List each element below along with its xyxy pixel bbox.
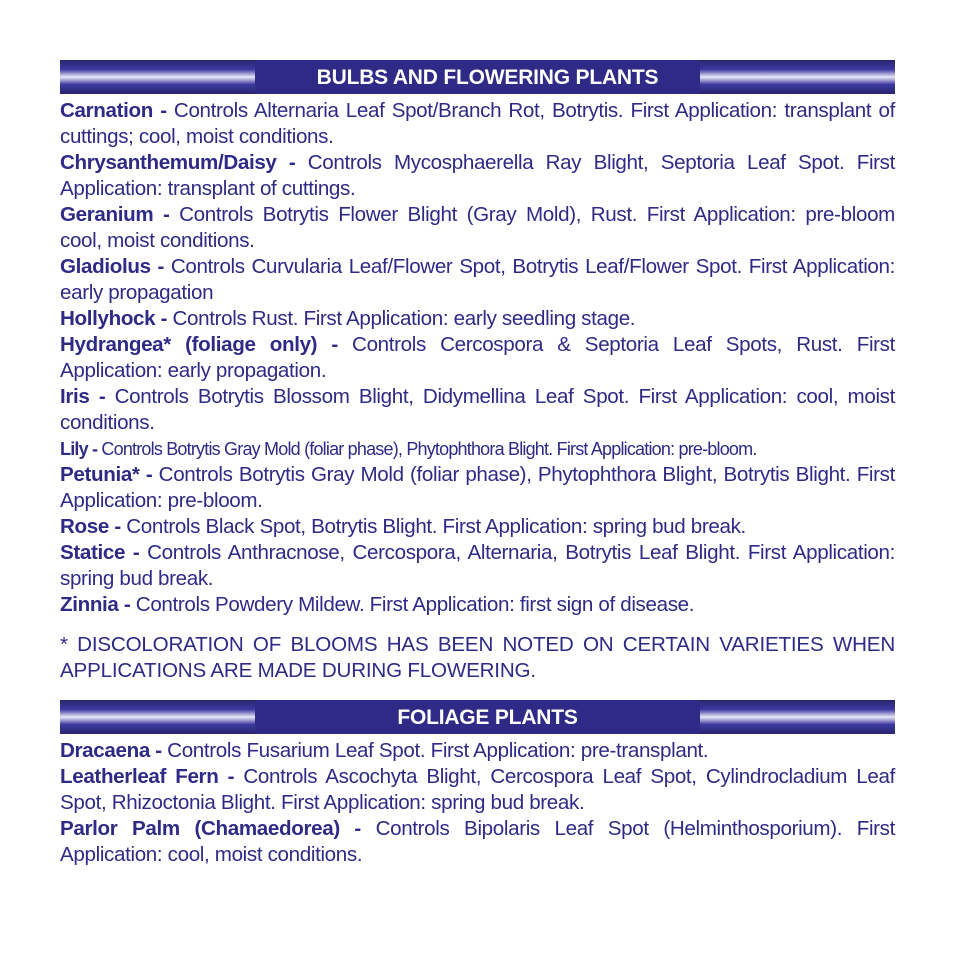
plant-entry-zinnia <box>60 592 895 618</box>
banner-gradient-bar-left <box>60 60 255 94</box>
plant-description: Controls Powdery Mildew. First Application: first sign of disease. <box>130 593 695 616</box>
plant-description: Controls Ascochyta Blight, Cercospora Leaf Spot, Cylindrocladium Leaf Spot, Rhizoctonia Blight. First Application: spring bud break. <box>60 765 895 814</box>
plant-name: Lily - <box>60 439 98 459</box>
plant-description: Controls Curvularia Leaf/Flower Spot, Botrytis Leaf/Flower Spot. First Application: early propagation <box>60 255 896 304</box>
plant-name: Rose - <box>60 515 121 538</box>
plant-name: Geranium - <box>60 203 170 226</box>
section-heading: BULBS AND FLOWERING PLANTS <box>255 60 720 94</box>
plant-name: Dracaena - <box>60 739 162 762</box>
section-heading: FOLIAGE PLANTS <box>255 700 720 734</box>
plant-name: Zinnia - <box>60 593 131 616</box>
plant-name: Statice - <box>60 541 140 564</box>
plant-description: Controls Black Spot, Botrytis Blight. First Application: spring bud break. <box>120 515 746 538</box>
plant-entry-hollyhock <box>60 306 895 332</box>
foliage-section <box>60 700 895 868</box>
plant-description: Controls Mycosphaerella Ray Blight, Septoria Leaf Spot. First Application: transplant of cuttings. <box>60 151 895 200</box>
plant-entry-lily <box>60 436 895 462</box>
plant-name: Iris - <box>60 385 106 408</box>
plant-name: Leatherleaf Fern - <box>60 765 235 788</box>
section-banner-bulbs <box>60 60 895 94</box>
plant-entry-petunia <box>60 462 895 514</box>
plant-entry-leatherleaf-fern <box>60 764 895 816</box>
plant-entry-dracaena <box>60 738 895 764</box>
plant-entry-hydrangea <box>60 332 895 384</box>
section-banner-foliage <box>60 700 895 734</box>
plant-name: Gladiolus - <box>60 255 165 278</box>
plant-description: Controls Botrytis Flower Blight (Gray Mold), Rust. First Application: pre-bloom cool, moist conditions. <box>60 203 895 252</box>
discoloration-note: * DISCOLORATION OF BLOOMS HAS BEEN NOTED ON CERTAIN VARIETIES WHEN APPLICATIONS ARE MADE DURING FLOWERING. <box>60 633 895 682</box>
plant-entry-gladiolus <box>60 254 895 306</box>
plant-name: Hydrangea* (foliage only) - <box>60 333 338 356</box>
plant-entry-carnation <box>60 98 895 150</box>
plant-name: Chrysanthemum/Daisy - <box>60 151 296 174</box>
plant-entry-parlor-palm <box>60 816 895 868</box>
banner-gradient-bar-right <box>700 60 895 94</box>
plant-description: Controls Bipolaris Leaf Spot (Helminthosporium). First Application: cool, moist conditions. <box>60 817 895 866</box>
plant-name: Petunia* - <box>60 463 153 486</box>
label-page <box>60 60 895 868</box>
plant-entry-iris <box>60 384 895 436</box>
plant-entry-geranium <box>60 202 895 254</box>
plant-entry-rose <box>60 514 895 540</box>
plant-description: Controls Fusarium Leaf Spot. First Application: pre-transplant. <box>161 739 709 762</box>
plant-name: Parlor Palm (Chamaedorea) - <box>60 817 361 840</box>
plant-name: Hollyhock - <box>60 307 168 330</box>
plant-description: Controls Rust. First Application: early seedling stage. <box>167 307 636 330</box>
plant-description: Controls Botrytis Gray Mold (foliar phase), Phytophthora Blight, Botrytis Blight. First Application: pre-bloom. <box>60 463 895 512</box>
plant-description: Controls Cercospora & Septoria Leaf Spots, Rust. First Application: early propagation. <box>60 333 895 382</box>
plant-entry-chrysanthemum <box>60 150 895 202</box>
plant-description: Controls Botrytis Gray Mold (foliar phase), Phytophthora Blight. First Application: pre-bloom. <box>97 439 757 459</box>
plant-entry-statice <box>60 540 895 592</box>
plant-description: Controls Alternaria Leaf Spot/Branch Rot, Botrytis. First Application: transplant of cuttings; cool, moist conditions. <box>60 99 895 148</box>
plant-description: Controls Anthracnose, Cercospora, Alternaria, Botrytis Leaf Blight. First Application: spring bud break. <box>60 541 895 590</box>
banner-gradient-bar-right <box>700 700 895 734</box>
plant-description: Controls Botrytis Blossom Blight, Didymellina Leaf Spot. First Application: cool, moist conditions. <box>60 385 895 434</box>
plant-name: Carnation - <box>60 99 167 122</box>
banner-gradient-bar-left <box>60 700 255 734</box>
